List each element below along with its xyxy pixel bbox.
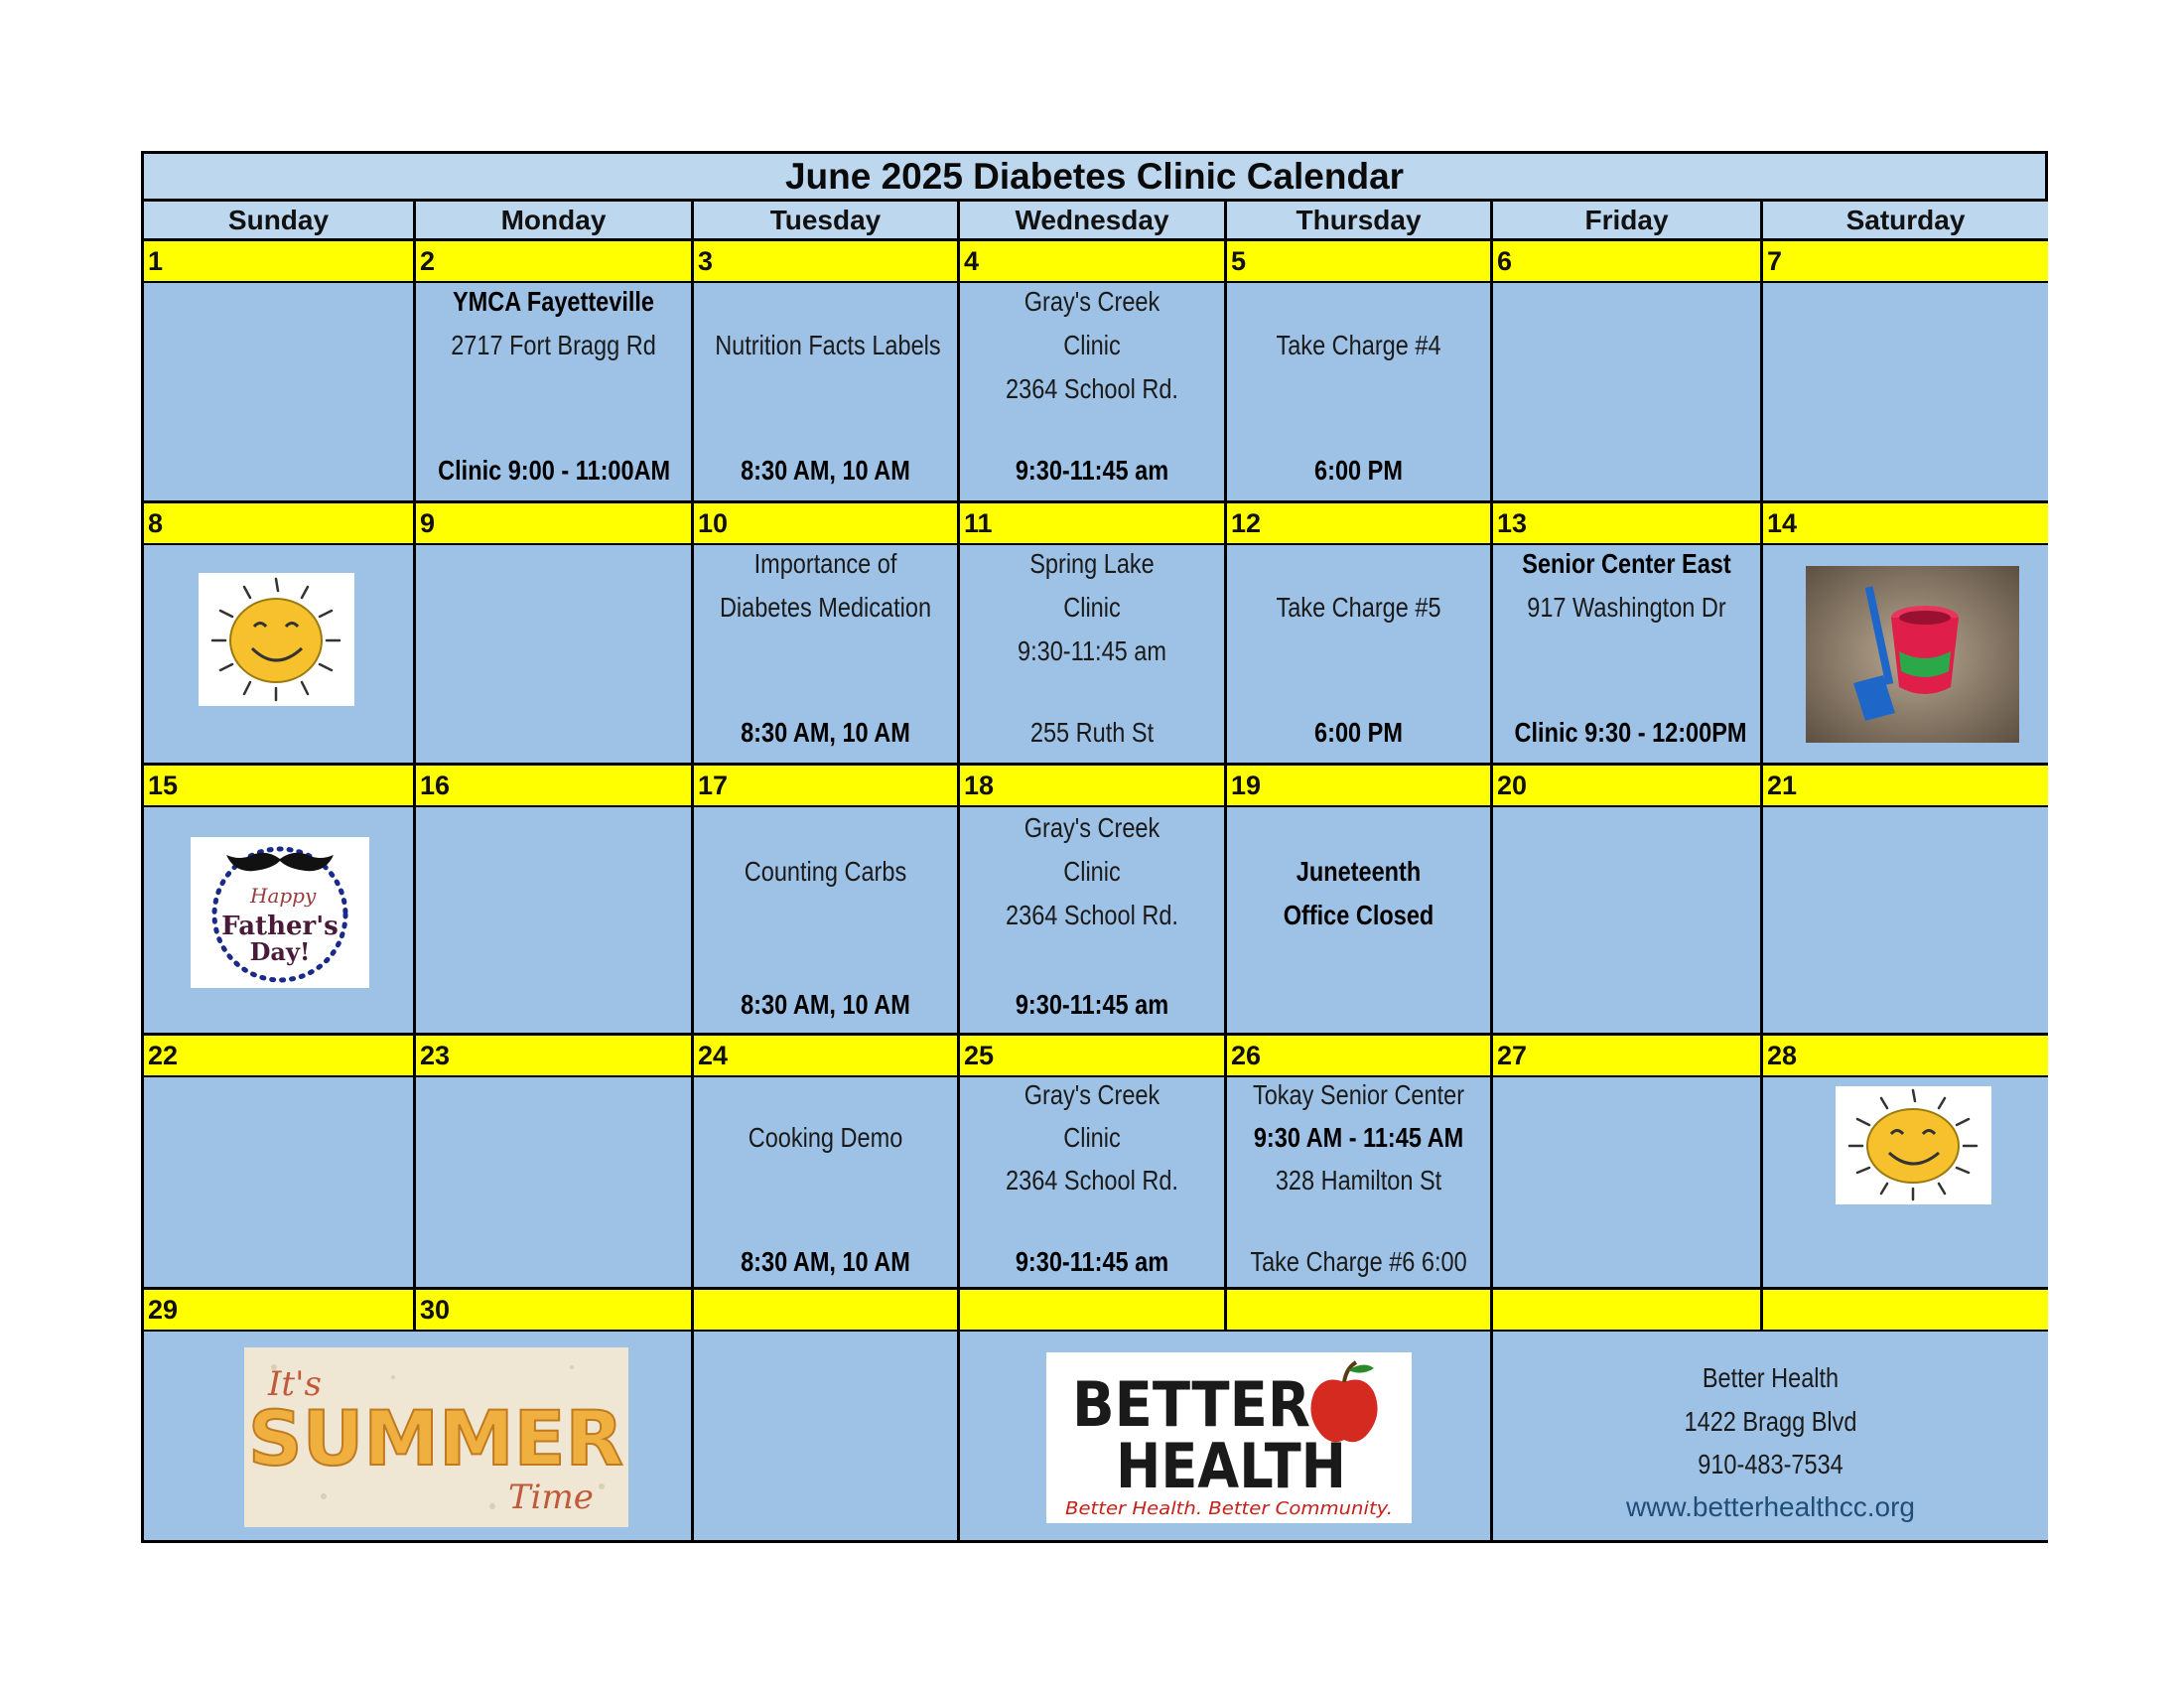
event-time: 9:30-11:45 am <box>1015 1246 1169 1277</box>
contact-cell <box>1493 1332 2048 1540</box>
event-address: 328 Hamilton St <box>1275 1165 1442 1196</box>
event-address: 255 Ruth St <box>1029 717 1155 748</box>
better-health-logo <box>1046 1352 1412 1523</box>
weekday-friday: Friday <box>1493 202 1763 241</box>
weekday-saturday: Saturday <box>1763 202 2048 241</box>
event-title-line2: Clinic <box>1063 1122 1121 1153</box>
event-title: Take Charge #5 <box>1276 592 1441 623</box>
day-cell-2 <box>416 283 694 503</box>
date-21: 21 <box>1763 766 2048 807</box>
date-6: 6 <box>1493 241 1763 283</box>
event-extra: Take Charge #6 6:00 <box>1250 1246 1467 1277</box>
calendar <box>141 151 2048 1543</box>
day-cell-blank-tue <box>694 1332 960 1540</box>
date-18: 18 <box>960 766 1227 807</box>
weekday-sunday: Sunday <box>144 202 416 241</box>
date-11: 11 <box>960 503 1227 545</box>
day-cell-16 <box>416 807 694 1036</box>
sun-image <box>1836 1086 1991 1204</box>
event-time: 9:30 AM - 11:45 AM <box>1253 1122 1464 1153</box>
day-cell-23 <box>416 1077 694 1290</box>
day-cell-11 <box>960 545 1227 766</box>
event-title: Cooking Demo <box>748 1122 903 1153</box>
weekday-tuesday: Tuesday <box>694 202 960 241</box>
day-cell-4 <box>960 283 1227 503</box>
event-title: Juneteenth <box>1296 856 1422 887</box>
date-10: 10 <box>694 503 960 545</box>
event-address: 917 Washington Dr <box>1527 592 1726 623</box>
date-28: 28 <box>1763 1036 2048 1077</box>
event-time: 6:00 PM <box>1314 717 1403 748</box>
logo-tagline: Better Health. Better Community. <box>1065 1498 1393 1519</box>
day-cell-21 <box>1763 807 2048 1036</box>
date-5: 5 <box>1227 241 1493 283</box>
day-cell-24 <box>694 1077 960 1290</box>
banner-line2: SUMMER <box>247 1394 624 1482</box>
calendar-title: June 2025 Diabetes Clinic Calendar <box>144 154 2045 202</box>
weekday-monday: Monday <box>416 202 694 241</box>
day-cell-28 <box>1763 1077 2048 1290</box>
day-cell-8 <box>144 545 416 766</box>
date-26: 26 <box>1227 1036 1493 1077</box>
date-20: 20 <box>1493 766 1763 807</box>
logo-word1: BETTER <box>1072 1368 1310 1441</box>
event-title: Spring Lake <box>1029 548 1155 579</box>
day-cell-22 <box>144 1077 416 1290</box>
date-19: 19 <box>1227 766 1493 807</box>
badge-line1: Happy <box>250 884 317 908</box>
day-cell-27 <box>1493 1077 1763 1290</box>
date-blank-fri <box>1493 1290 1763 1332</box>
footer-website-link[interactable]: www.betterhealthcc.org <box>1625 1491 1916 1522</box>
better-health-logo-icon <box>1046 1352 1412 1523</box>
footer-org: Better Health <box>1702 1362 1840 1393</box>
event-address: 2364 School Rd. <box>1006 373 1178 404</box>
footer-phone: 910-483-7534 <box>1698 1449 1843 1479</box>
badge-line2: Father's <box>221 912 339 941</box>
date-17: 17 <box>694 766 960 807</box>
event-time: 6:00 PM <box>1314 455 1403 486</box>
event-time: 9:30-11:45 am <box>1015 455 1169 486</box>
badge-line3: Day! <box>249 937 311 966</box>
sun-image <box>199 573 354 706</box>
date-blank-wed <box>960 1290 1227 1332</box>
event-time: Clinic 9:00 - 11:00AM <box>438 455 671 486</box>
date-13: 13 <box>1493 503 1763 545</box>
logo-cell <box>960 1332 1493 1540</box>
date-27: 27 <box>1493 1036 1763 1077</box>
event-address: 2364 School Rd. <box>1006 1165 1178 1196</box>
event-time: 8:30 AM, 10 AM <box>741 1246 910 1277</box>
event-time: Clinic 9:30 - 12:00PM <box>1514 717 1747 748</box>
sun-icon <box>199 573 354 706</box>
event-time: 9:30-11:45 am <box>1018 635 1166 666</box>
event-title: Tokay Senior Center <box>1252 1079 1465 1110</box>
weekday-thursday: Thursday <box>1227 202 1493 241</box>
summer-banner-icon <box>244 1347 628 1527</box>
date-15: 15 <box>144 766 416 807</box>
date-8: 8 <box>144 503 416 545</box>
event-time: 8:30 AM, 10 AM <box>741 455 910 486</box>
event-title-line2: Clinic <box>1063 856 1121 887</box>
event-title: Gray's Creek <box>1024 286 1160 317</box>
date-1: 1 <box>144 241 416 283</box>
fathers-day-badge-icon <box>191 837 369 988</box>
day-cell-19 <box>1227 807 1493 1036</box>
event-title: Counting Carbs <box>744 856 907 887</box>
day-cell-25 <box>960 1077 1227 1290</box>
sun-icon <box>1836 1086 1991 1204</box>
date-16: 16 <box>416 766 694 807</box>
day-cell-12 <box>1227 545 1493 766</box>
day-cell-20 <box>1493 807 1763 1036</box>
day-cell-6 <box>1493 283 1763 503</box>
bucket-icon <box>1806 566 2019 743</box>
date-2: 2 <box>416 241 694 283</box>
event-title-line2: Clinic <box>1063 592 1121 623</box>
day-cell-17 <box>694 807 960 1036</box>
event-title: Nutrition Facts Labels <box>715 330 941 360</box>
day-cell-13 <box>1493 545 1763 766</box>
event-time: 8:30 AM, 10 AM <box>741 717 910 748</box>
event-time: 9:30-11:45 am <box>1015 989 1169 1020</box>
date-blank-thu <box>1227 1290 1493 1332</box>
date-24: 24 <box>694 1036 960 1077</box>
event-time: 8:30 AM, 10 AM <box>741 989 910 1020</box>
day-cell-1 <box>144 283 416 503</box>
date-blank-tue <box>694 1290 960 1332</box>
day-cell-7 <box>1763 283 2048 503</box>
date-25: 25 <box>960 1036 1227 1077</box>
day-cell-18 <box>960 807 1227 1036</box>
event-address: 2364 School Rd. <box>1006 900 1178 930</box>
date-14: 14 <box>1763 503 2048 545</box>
event-title: Senior Center East <box>1522 548 1731 579</box>
event-title: YMCA Fayetteville <box>452 286 655 317</box>
date-9: 9 <box>416 503 694 545</box>
date-30: 30 <box>416 1290 694 1332</box>
date-3: 3 <box>694 241 960 283</box>
summer-time-image <box>244 1347 628 1527</box>
event-address: 2717 Fort Bragg Rd <box>451 330 656 360</box>
fathers-day-image <box>191 837 369 988</box>
event-title: Gray's Creek <box>1024 1079 1160 1110</box>
day-cell-10 <box>694 545 960 766</box>
event-title: Gray's Creek <box>1024 812 1160 843</box>
event-title: Take Charge #4 <box>1276 330 1441 360</box>
date-4: 4 <box>960 241 1227 283</box>
summer-cell <box>144 1332 694 1540</box>
sand-bucket-image <box>1806 566 2019 743</box>
date-7: 7 <box>1763 241 2048 283</box>
event-title: Importance of <box>753 548 897 579</box>
date-23: 23 <box>416 1036 694 1077</box>
logo-word2: HEALTH <box>1116 1430 1346 1502</box>
date-blank-sat <box>1763 1290 2048 1332</box>
day-cell-26 <box>1227 1077 1493 1290</box>
event-title-line2: Office Closed <box>1283 900 1434 930</box>
banner-line3: Time <box>508 1477 594 1517</box>
day-cell-5 <box>1227 283 1493 503</box>
footer-address: 1422 Bragg Blvd <box>1684 1406 1857 1437</box>
day-cell-14 <box>1763 545 2048 766</box>
day-cell-3 <box>694 283 960 503</box>
day-cell-15 <box>144 807 416 1036</box>
banner-line1: It's <box>268 1364 322 1404</box>
day-cell-9 <box>416 545 694 766</box>
weekday-wednesday: Wednesday <box>960 202 1227 241</box>
date-22: 22 <box>144 1036 416 1077</box>
date-29: 29 <box>144 1290 416 1332</box>
date-12: 12 <box>1227 503 1493 545</box>
event-title-line2: Clinic <box>1063 330 1121 360</box>
event-title-line2: Diabetes Medication <box>719 592 932 623</box>
